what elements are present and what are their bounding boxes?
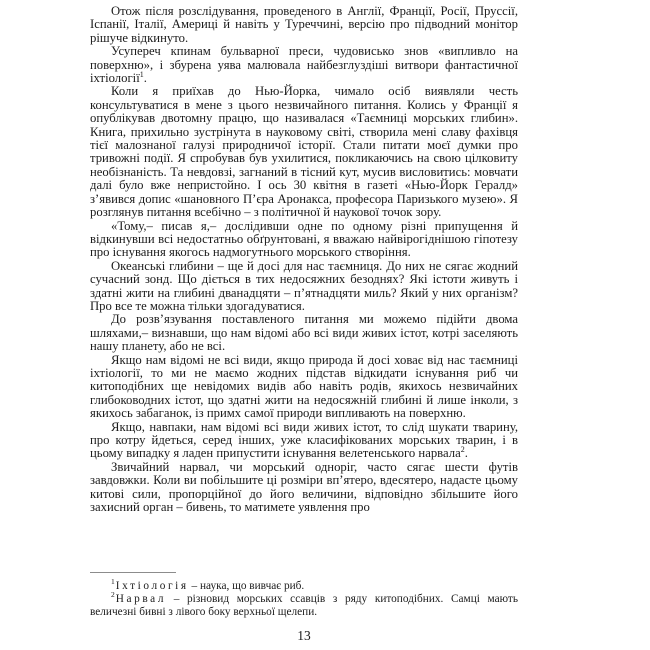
- body-paragraph: [90, 421, 518, 461]
- paragraph-text: .: [464, 446, 468, 461]
- footnote-item: [90, 590, 518, 618]
- paragraph-text: Звичайний нарвал, чи морський одноріг, часто сягає шести футів завдовжки. Коли ви побільшите ці розміри вп’ятеро, вдесятеро, надасте цьому китові сили, пропорційної до його величини, відповідно збільшите його захисний орган – бивень, то матимете уявлення про: [90, 459, 518, 515]
- body-text-block: [90, 5, 518, 514]
- footnote-text: – різновид морських ссавців з ряду китоподібних. Самці мають величезні бивні з лівого боку верхньої щелепи.: [90, 593, 518, 618]
- page-number: 13: [297, 628, 311, 643]
- footnote-term: Нарвал: [115, 593, 167, 606]
- footnote-marker: 1: [139, 69, 144, 79]
- body-paragraph: [90, 220, 518, 260]
- footnote-number: 2: [111, 590, 115, 600]
- paragraph-text: Якщо, навпаки, нам відомі всі види живих істот, то слід шукати тварину, про котру йдеться, серед інших, уже класифікованих морських тварин, і в цьому випадку я ладен припустити існування велетенського нарвала: [90, 419, 518, 461]
- body-paragraph: [90, 354, 518, 421]
- body-paragraph: [90, 45, 518, 85]
- paragraph-text: Усупереч кпинам бульварної преси, чудовисько знов «випливло на поверхню», і збурена уява малювала найбезглуздіші витвори фантастичної іхтіології: [90, 44, 518, 86]
- paragraph-text: Отож після розслідування, проведеного в Англії, Франції, Росії, Пруссії, Іспанії, Італії, Америці й навіть у Туреччині, версію про підводний монітор рішуче відкинуто.: [90, 4, 518, 45]
- paragraph-text: Океанські глибини – ще й досі для нас таємниця. До них не сягає жодний сучасний зонд. Що діється в тих недосяжних безоднях? Які істоти живуть і здатні жити на глибині дванадцяти – п’ятнадцяти миль? Який у них організм? Про все те можна тільки здогадуватися.: [90, 258, 518, 313]
- body-paragraph: [90, 461, 518, 515]
- body-paragraph: [90, 85, 518, 219]
- footnote-item: [90, 577, 518, 593]
- paragraph-text: «Тому,– писав я,– дослідивши одне по одному різні припущення й відкинувши всі недостатньо обґрунтовані, я вважаю найвірогіднішою гіпотезу про існування якогось надмогутнього морського створіння.: [90, 218, 518, 260]
- body-paragraph: [90, 313, 518, 353]
- footnotes-block: [90, 572, 518, 619]
- footnote-marker: 2: [460, 445, 465, 455]
- body-paragraph: [90, 260, 518, 314]
- footnote-separator: [90, 572, 176, 573]
- footnote-text: – наука, що вивчає риб.: [188, 580, 305, 593]
- paragraph-text: До розв’язування поставленого питання ми можемо підійти двома шляхами,– визнавши, що нам відомі або всі види живих істот, котрі заселяють нашу планету, або не всі.: [90, 312, 518, 354]
- paragraph-text: .: [143, 71, 147, 86]
- footnote-term: Іхтіологія: [115, 580, 189, 593]
- body-paragraph: [90, 5, 518, 45]
- paragraph-text: Якщо нам відомі не всі види, якщо природа й досі ховає від нас таємниці іхтіології, то ми не маємо жодних підстав відкидати існування риб чи китоподібних ще невідомих видів або навіть родів, якихось незвичайних глибоководних істот, що здатні жити на недосяжній глибині й лише інколи, з якихось забаганок, із примх самої природи випливають на поверхню.: [90, 352, 518, 421]
- footnote-number: 1: [111, 577, 115, 587]
- paragraph-text: Коли я приїхав до Нью-Йорка, чимало осіб виявляли честь консультуватися в мене з цього незвичайного питання. Колись у Франції я опублікував двотомну працю, що називалася «Таємниці морських глибин». Книга, прихильно зустрінута в науковому світі, створила мені славу фахівця тієї малознаної галузі природничої історії. Стали питати моєї думки про тривожні події. Я спробував був ухилитися, покликаючись на свою цілковиту необізнаність. Та невдовзі, загнаний в тісний кут, мусив висловитись: мовчати далі було вже непристойно. І ось 30 квітня в газеті «Нью-Йорк Гералд» з’явився допис «шановного П’єра Аронакса, професора Паризького музею». Я розглянув питання всебічно – з політичної й наукової точок зору.: [90, 84, 518, 220]
